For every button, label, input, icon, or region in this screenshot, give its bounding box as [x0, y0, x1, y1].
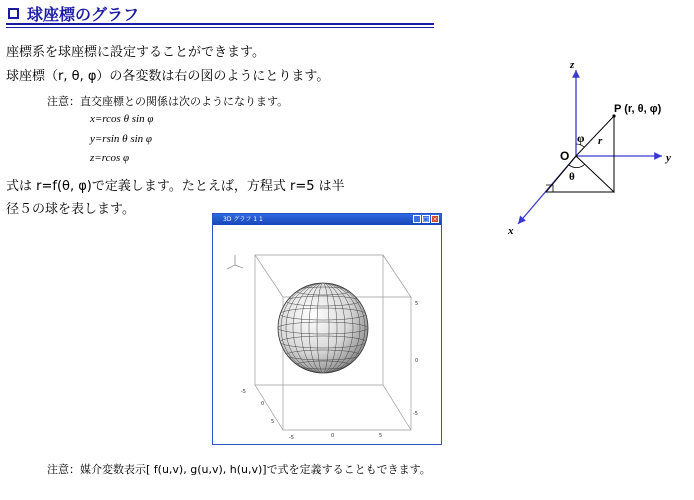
axis-y-label: y — [666, 152, 671, 164]
tick-right-5: 5 — [415, 301, 419, 307]
tick-left-neg5: -5 — [241, 389, 246, 395]
axis-indicator — [227, 255, 243, 269]
maximize-button[interactable]: □ — [423, 216, 429, 223]
window-titlebar[interactable] — [213, 214, 441, 225]
page-title-text: 球座標のグラフ — [27, 4, 140, 24]
tick-left-5: 5 — [271, 419, 275, 425]
theta-arc — [569, 164, 585, 168]
equation-x: x=rcos θ sin φ — [90, 113, 154, 125]
phi-label: φ — [577, 131, 585, 145]
minimize-button[interactable]: _ — [413, 215, 421, 223]
definition-line-1: 式は r=f(θ, φ)で定義します。たとえば，方程式 r=5 は半 — [6, 179, 345, 194]
note-text: 直交座標との関係は次のようになります。 — [80, 95, 289, 108]
origin-label: O — [560, 149, 570, 163]
projection-triangle — [546, 156, 614, 192]
equation-z: z=rcos φ — [90, 152, 130, 164]
page-title — [6, 2, 434, 24]
tick-right-neg5: -5 — [413, 411, 418, 417]
theta-label: θ — [569, 171, 575, 183]
axis-z-label: z — [570, 59, 575, 71]
tick-bottom-0: 0 — [331, 433, 335, 439]
definition-line-2: 径５の球を表します。 — [6, 202, 135, 217]
intro-line-1: 座標系を球座標に設定することができます。 — [6, 45, 265, 60]
axis-x-label: x — [508, 225, 514, 237]
sphere-surface — [278, 283, 368, 373]
title-underline-thin — [6, 27, 434, 28]
window-controls — [413, 215, 439, 223]
footer-note: 注意：媒介変数表示[ f(u,v), g(u,v), h(u,v)]で式を定義することもできます。 — [47, 463, 431, 476]
close-button[interactable]: × — [432, 216, 438, 223]
tick-bottom-5: 5 — [379, 433, 383, 439]
equation-y: y=rsin θ sin φ — [90, 133, 152, 145]
tick-left-0: 0 — [261, 401, 265, 407]
sphere-plot[interactable] — [213, 225, 441, 444]
diagram-svg — [496, 52, 692, 242]
point-p-label: P (r, θ, φ) — [614, 103, 662, 115]
intro-line-2: 球座標（r, θ, φ）の各変数は右の図のようにとります。 — [6, 69, 330, 84]
r-label: r — [598, 135, 603, 147]
spherical-coordinates-diagram — [496, 52, 692, 242]
square-bullet-icon — [8, 8, 19, 19]
graph-window[interactable] — [212, 213, 442, 445]
tick-bottom-neg5: -5 — [289, 435, 294, 441]
note-label: 注意： — [47, 95, 80, 108]
window-title: 3D グラフ 1 1 — [223, 216, 263, 223]
tick-right-0: 0 — [415, 358, 419, 364]
title-underline — [6, 23, 434, 25]
note-line — [47, 95, 288, 109]
